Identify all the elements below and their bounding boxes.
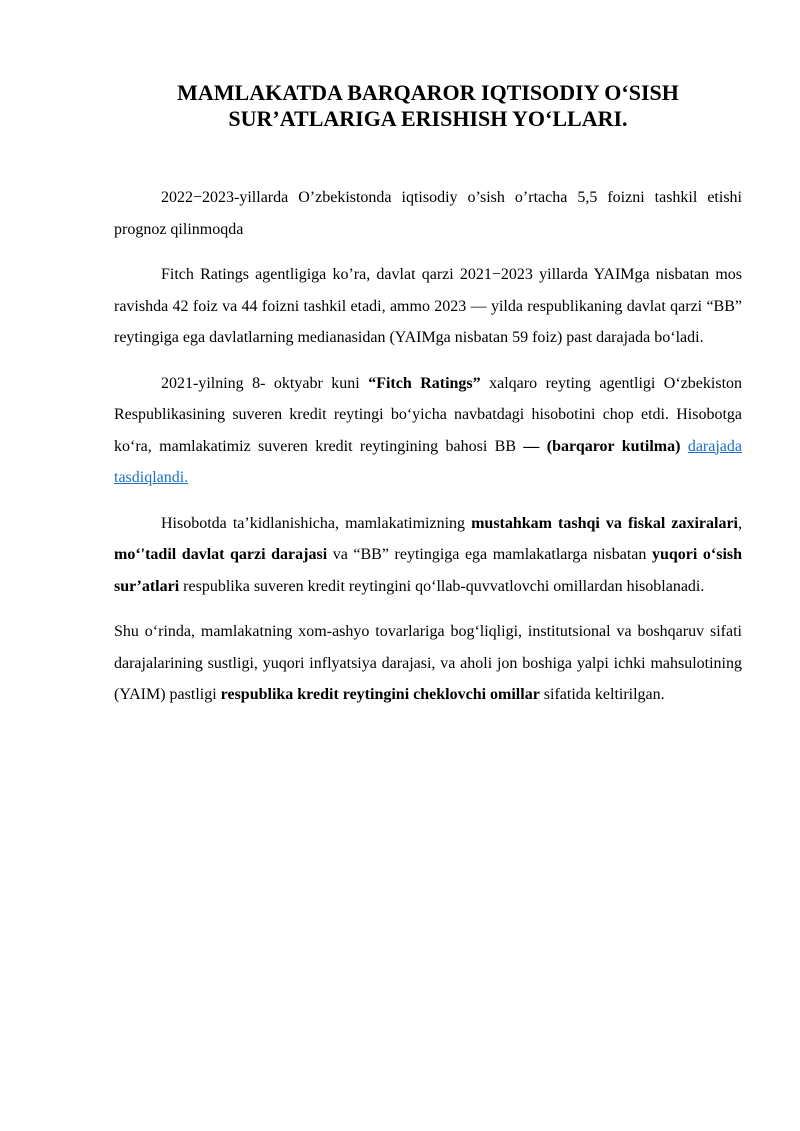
text-segment: sifatida keltirilgan.	[539, 686, 665, 703]
bold-high-growth: yuqori o‘sish sur’atlari	[114, 546, 743, 595]
text-segment	[680, 438, 687, 455]
text-segment: xalqaro reyting agentligi O‘zbekiston Respublikasining suveren kredit reytingi bo‘yicha navbatdagi hisobotini chop etdi. Hisobotga ko‘ra, mamlakatimiz suveren kredit reytingining bahosi BB	[114, 374, 743, 455]
confirmed-level-link[interactable]: darajada tasdiqlandi.	[114, 437, 743, 486]
text-segment: respublika suveren kredit reytingini qo‘llab-quvvatlovchi omillardan hisoblanadi.	[179, 577, 705, 595]
text-segment: va “BB” reytingiga ega mamlakatlarga nisbatan	[327, 546, 652, 563]
bold-moderate-debt: mo‘'tadil davlat qarzi darajasi	[114, 546, 328, 563]
title-line-1: MAMLAKATDA BARQAROR IQTISODIY O‘SISH	[177, 80, 679, 105]
bold-stable-outlook: — (barqaror kutilma)	[523, 437, 681, 455]
paragraph-supporting-factors	[114, 508, 742, 603]
bold-limiting-factors: respublika kredit reytingini cheklovchi omillar	[220, 686, 540, 703]
document-title	[114, 80, 742, 132]
paragraph-fitch-report	[114, 368, 742, 494]
text-segment: Hisobotda ta’kidlanishicha, mamlakatimizning	[161, 514, 472, 532]
bold-fitch-ratings: “Fitch Ratings”	[368, 374, 481, 392]
title-line-2: SUR’ATLARIGA ERISHISH YO‘LLARI.	[228, 106, 628, 131]
text-segment: Shu o‘rinda, mamlakatning xom-ashyo tovarlariga bog‘liqligi, institutsional va boshqaruv sifati darajalarining sustligi, yuqori inflyatsiya darajasi, va aholi jon boshiga yalpi ichki mahsulotining (YAIM) pastligi	[114, 623, 742, 703]
bold-fiscal-reserves: mustahkam tashqi va fiskal zaxiralari	[471, 514, 738, 532]
text-segment: ,	[738, 514, 742, 532]
paragraph-limiting-factors	[114, 616, 742, 711]
paragraph-state-debt: Fitch Ratings agentligiga ko’ra, davlat qarzi 2021−2023 yillarda YAIMga nisbatan mos ravishda 42 foiz va 44 foizni tashkil etadi, ammo 2023 — yilda respublikaning davlat qarzi “BB” reytingiga ega davlatlarning medianasidan (YAIMga nisbatan 59 foiz) past darajada bo‘ladi.	[114, 266, 742, 346]
paragraph-growth-forecast: 2022−2023-yillarda O’zbekistonda iqtisodiy o’sish o’rtacha 5,5 foizni tashkil etishi prognoz qilinmoqda	[114, 189, 742, 238]
text-segment: 2021-yilning 8- oktyabr kuni	[161, 374, 369, 392]
